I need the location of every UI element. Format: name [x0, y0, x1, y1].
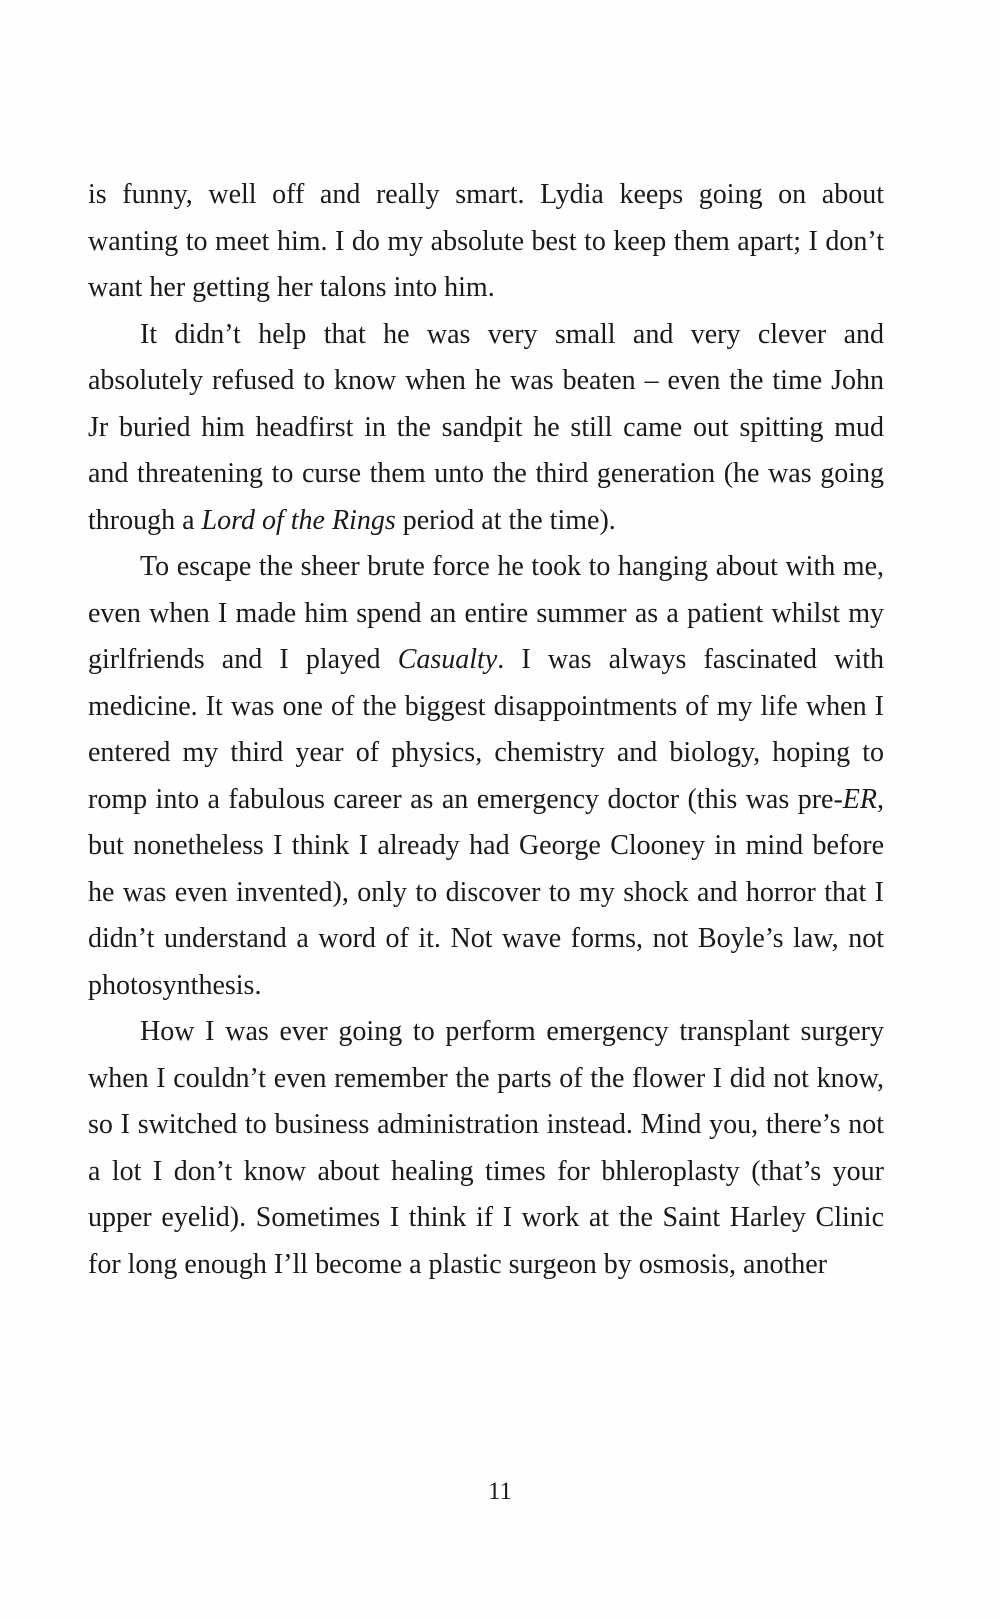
- paragraph-2-text-a: It didn’t help that he was very small and very clever and absolutely refused to know when he was beaten – even the time John Jr buried him headfirst in the sandpit he still came out spitting mud and threatening to curse them unto the third generation (he was going through a: [88, 318, 884, 536]
- show-title-casualty: Casualty: [397, 644, 498, 675]
- paragraph-3: [88, 544, 884, 1009]
- show-title-er: ER: [842, 783, 877, 815]
- paragraph-2: [88, 312, 884, 545]
- paragraph-1: [88, 172, 884, 312]
- paragraph-3-text-a: To escape the sheer brute force he took to hanging about with me, even when I made him spend an entire summer as a patient whilst my girlfriends and I played: [88, 551, 884, 675]
- paragraph-4: [88, 1009, 884, 1288]
- body-text: [88, 172, 884, 1288]
- paragraph-4-text: How I was ever going to perform emergency transplant surgery when I couldn’t even remember the parts of the flower I did not know, so I switched to business administration instead. Mind you, there’s not a lot I don’t know about healing times for bhleroplasty (that’s your upper eyelid). Sometimes I think if I work at the Saint Harley Clinic for long enough I’ll become a plastic surgeon by osmosis, another: [88, 1016, 884, 1280]
- paragraph-1-text: is funny, well off and really smart. Lydia keeps going on about wanting to meet him. I do my absolute best to keep them apart; I don’t want her getting her talons into him.: [88, 179, 884, 303]
- paragraph-3-text-c: , but nonetheless I think I already had George Clooney in mind before he was even invented), only to discover to my shock and horror that I didn’t understand a word of it. Not wave forms, not Boyle’s law, not photosynthesis.: [88, 783, 884, 1001]
- book-title-lord-of-the-rings: Lord of the Rings: [201, 504, 396, 536]
- paragraph-2-text-b: period at the time).: [395, 504, 616, 536]
- page-number: 11: [487, 1478, 513, 1505]
- paragraph-3-text-b: . I was always fascinated with medicine. It was one of the biggest disappointments of my life when I entered my third year of physics, chemistry and biology, hoping to romp into a fabulous career as an emergency doctor (this was pre-: [88, 644, 884, 815]
